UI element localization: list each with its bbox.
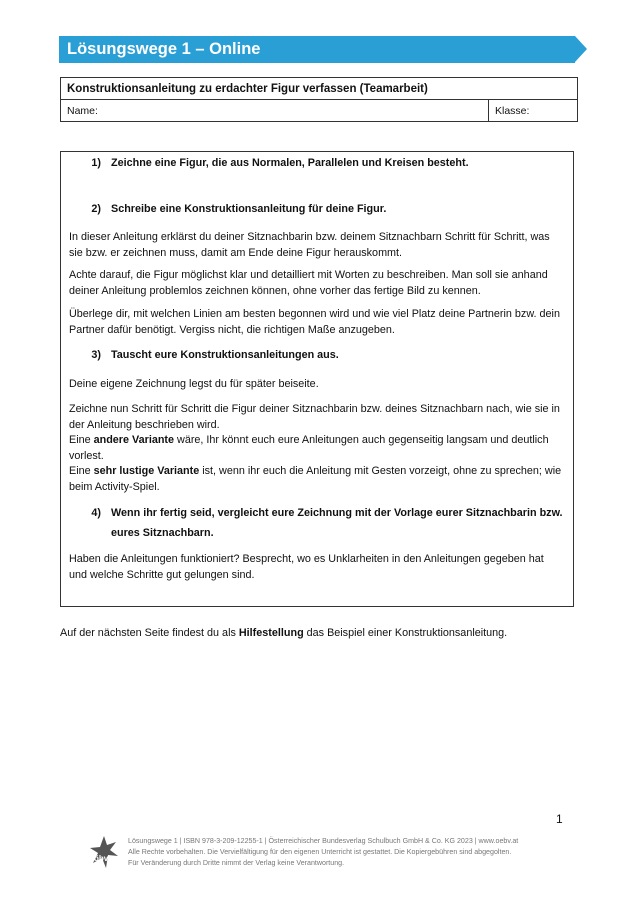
- name-field[interactable]: Name:: [61, 100, 489, 122]
- task-text: Tauscht eure Konstruktionsanleitungen aus.: [111, 349, 339, 361]
- footer-line: Für Veränderung durch Dritte nimmt der Verlag keine Verantwortung.: [128, 859, 345, 867]
- task-text: Zeichne eine Figur, die aus Normalen, Parallelen und Kreisen besteht.: [111, 157, 469, 169]
- class-field[interactable]: Klasse:: [489, 100, 578, 122]
- task-text-continued: eures Sitznachbarn.: [111, 526, 214, 539]
- hint-text: Auf der nächsten Seite findest du als: [60, 627, 239, 639]
- paragraph: Haben die Anleitungen funktioniert? Besprecht, wo es Unklarheiten in den Anleitungen gegeben hat und welche Schritte gut gelungen sind.: [69, 553, 544, 581]
- task-3: [73, 348, 563, 364]
- footer-text: [128, 836, 568, 869]
- paragraph-text: Eine: [69, 465, 94, 477]
- page-number: 1: [556, 812, 563, 826]
- paragraph: Überlege dir, mit welchen Linien am besten begonnen wird und wie viel Platz deine Partnerin bzw. dein Partner dafür benötigt. Vergiss nicht, die richtigen Maße anzugeben.: [69, 308, 560, 336]
- bold-term: andere Variante: [93, 434, 175, 446]
- paragraph: In dieser Anleitung erklärst du deiner Sitznachbarin bzw. deinem Sitznachbarn Schritt für Schritt, was sie bzw. er zeichnen muss, damit am Ende deine Figur herauskommt.: [69, 231, 550, 259]
- banner-arrow: [575, 36, 587, 62]
- worksheet-header: [60, 77, 578, 122]
- task-box: [60, 151, 574, 607]
- paragraph: Deine eigene Zeichnung legst du für später beiseite.: [69, 378, 319, 390]
- task-text: Wenn ihr fertig seid, vergleicht eure Zeichnung mit der Vorlage eurer Sitznachbarin bzw.: [111, 507, 563, 519]
- task-number: 1): [91, 157, 101, 169]
- paragraph-text: Eine: [69, 434, 94, 446]
- publisher-logo-icon: [90, 836, 118, 868]
- bold-term: sehr lustige Variante: [93, 465, 200, 477]
- publisher-logo-text: öbv: [94, 854, 109, 863]
- task-number: 2): [91, 203, 101, 215]
- task-1: [73, 156, 563, 172]
- paragraph: Achte darauf, die Figur möglichst klar und detailliert mit Worten zu beschreiben. Man soll sie anhand deiner Anleitung problemlos zeichnen können, ohne vorher das fertige Bild zu kennen.: [69, 269, 548, 297]
- task-text: Schreibe eine Konstruktionsanleitung für deine Figur.: [111, 203, 387, 215]
- paragraph-variants: [69, 402, 563, 495]
- paragraph-text: wäre, Ihr könnt euch eure Anleitungen auch gegenseitig langsam und deutlich vorlest.: [69, 434, 549, 462]
- paragraph-line: Zeichne nun Schritt für Schritt die Figur deiner Sitznachbarin bzw. deines Sitznachbarn nach, wie sie in der Anleitung beschrieben wird.: [69, 403, 560, 431]
- task-number: 4): [91, 507, 101, 519]
- footer-line: Alle Rechte vorbehalten. Die Vervielfältigung für den eigenen Unterricht ist gestattet. Die Kopiergebühren sind abgegolten.: [128, 848, 512, 856]
- hint-sentence: [60, 627, 507, 639]
- banner-title: Lösungswege 1 – Online: [59, 36, 575, 63]
- hint-text: das Beispiel einer Konstruktionsanleitung.: [303, 627, 508, 639]
- footer-line: Lösungswege 1 | ISBN 978-3-209-12255-1 | Österreichischer Bundesverlag Schulbuch GmbH & Co. KG 2023 | www.oebv.at: [128, 837, 519, 845]
- task-4: [73, 506, 563, 541]
- task-number: 3): [91, 349, 101, 361]
- hint-bold: Hilfestellung: [238, 627, 304, 639]
- worksheet-title: Konstruktionsanleitung zu erdachter Figur verfassen (Teamarbeit): [61, 78, 578, 100]
- task-2: [73, 202, 563, 218]
- paragraph-text: ist, wenn ihr euch die Anleitung mit Gesten vorzeigt, ohne zu sprechen; wie beim Activity-Spiel.: [69, 465, 562, 493]
